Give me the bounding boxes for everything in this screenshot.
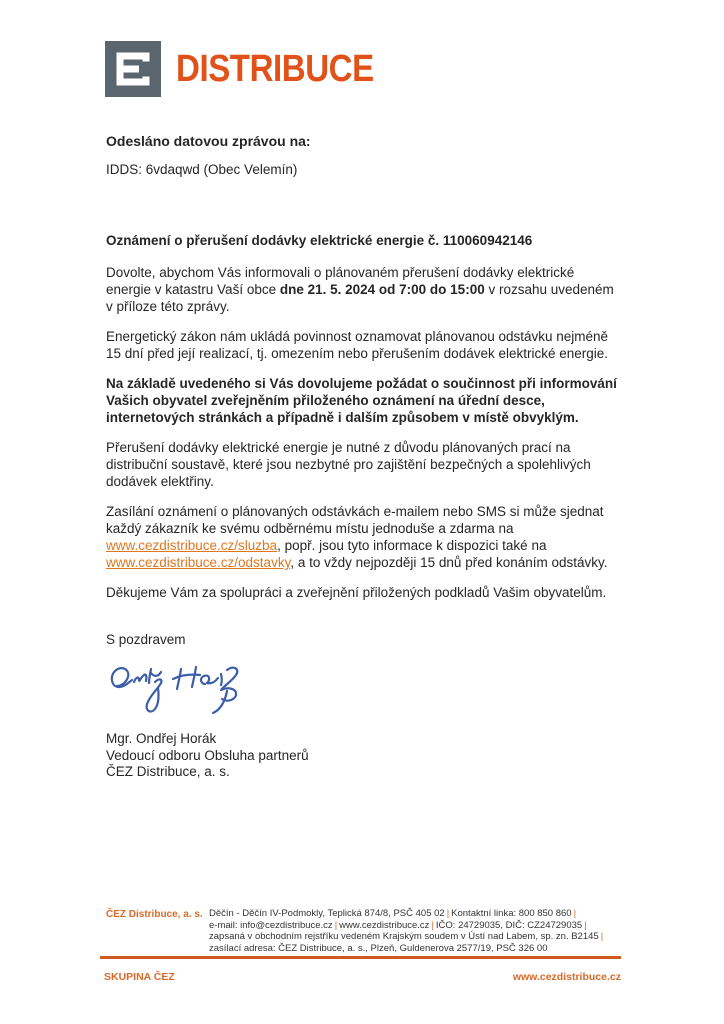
footer-segment: zasílací adresa: ČEZ Distribuce, a. s., Plzeň, Guldenerova 2577/19, PSČ 326 00	[209, 942, 548, 954]
footer-segment: zapsaná v obchodním rejstříku vedeném Krajským soudem v Ústí nad Labem, sp. zn. B2145	[209, 931, 599, 943]
footer-separator: |	[584, 919, 587, 931]
footer-separator: |	[334, 919, 338, 931]
p1-text-end: v rozsahu uvedeném v příloze této zprávy.	[106, 282, 614, 314]
footer-separator: |	[600, 931, 604, 943]
footer-separator: |	[573, 908, 577, 919]
p5-text-end: , a to vždy nejpozději 15 dnů před konáním odstávky.	[290, 555, 608, 570]
signature-icon	[106, 661, 246, 731]
closing-line: S pozdravem	[106, 632, 186, 647]
footer-registry-info	[209, 908, 627, 954]
footer-divider	[100, 956, 621, 959]
sent-via-label: Odesláno datovou zprávou na:	[106, 133, 311, 149]
signer-company: ČEZ Distribuce, a. s.	[106, 764, 230, 779]
footer-line	[209, 931, 627, 943]
handwritten-signature	[106, 661, 622, 731]
paragraph-thanks: Děkujeme Vám za spolupráci a zveřejnění přiložených podkladů Vašim obyvatelům.	[106, 585, 607, 600]
signer-role: Vedoucí odboru Obsluha partnerů	[106, 747, 309, 763]
footer-line	[209, 943, 627, 955]
paragraph-request: Na základě uvedeného si Vás dovolujeme požádat o součinnost při informování Vašich obyvatel zveřejněním přiloženého oznámení na úřední desce, internetových stránkách a případně i dalším způsobem v místě obvyklým.	[106, 376, 617, 425]
outage-date-time: dne 21. 5. 2024 od 7:00 do 15:00	[279, 282, 485, 297]
footer-segment: IČO: 24729035, DIČ: CZ24729035	[435, 919, 583, 931]
footer-separator: |	[446, 908, 450, 919]
signer-block	[106, 731, 622, 781]
p5-text-mid: , popř. jsou tyto informace k dispozici také na	[277, 538, 547, 553]
p1-text: Dovolte, abychom Vás informovali o plánovaném přerušení dodávky elektrické energie v katastru Vaší obce	[106, 265, 575, 297]
footer-segment: e-mail: info@cezdistribuce.cz	[209, 919, 333, 931]
footer-separator: |	[431, 919, 434, 931]
footer-segment: www.cezdistribuce.cz	[339, 919, 430, 931]
footer-company-label: ČEZ Distribuce, a. s.	[106, 909, 203, 920]
link-odstavky[interactable]: www.cezdistribuce.cz/odstavky	[106, 555, 291, 570]
link-sluzba[interactable]: www.cezdistribuce.cz/sluzba	[106, 538, 278, 553]
signer-name: Mgr. Ondřej Horák	[106, 731, 217, 746]
group-label: SKUPINA ČEZ	[104, 971, 175, 983]
paragraph-notifications	[106, 503, 622, 571]
paragraph-law: Energetický zákon nám ukládá povinnost oznamovat plánovanou odstávku nejméně 15 dní před její realizací, tj. omezením nebo přerušením dodávek elektrické energie.	[106, 329, 609, 361]
letter-body	[106, 264, 622, 781]
company-logo	[105, 41, 403, 97]
footer-website-link[interactable]: www.cezdistribuce.cz	[512, 971, 621, 983]
footer-segment: Děčín - Děčín IV-Podmokly, Teplická 874/8, PSČ 405 02	[209, 908, 445, 919]
recipient-idds: IDDS: 6vdaqwd (Obec Velemín)	[106, 162, 298, 177]
footer-segment: Kontaktní linka: 800 850 860	[451, 908, 572, 919]
brand-wordmark: DISTRIBUCE	[176, 47, 374, 90]
letter-subject: Oznámení o přerušení dodávky elektrické energie č. 110060942146	[106, 233, 533, 248]
footer-line	[209, 920, 627, 932]
footer-bottom-row	[104, 971, 621, 983]
p5-text: Zasílání oznámení o plánovaných odstávkách e-mailem nebo SMS si může sjednat každý zákazník ke svému odběrnému místu jednoduše a zdarma na	[106, 504, 604, 536]
footer-line	[209, 908, 627, 920]
paragraph-outage-info	[106, 264, 622, 315]
paragraph-reason: Přerušení dodávky elektrické energie je nutné z důvodu plánovaných prací na distribuční soustavě, které jsou nezbytné pro zajištění bezpečných a spolehlivých dodávek elektřiny.	[106, 440, 591, 489]
cez-logo-icon	[105, 41, 161, 97]
